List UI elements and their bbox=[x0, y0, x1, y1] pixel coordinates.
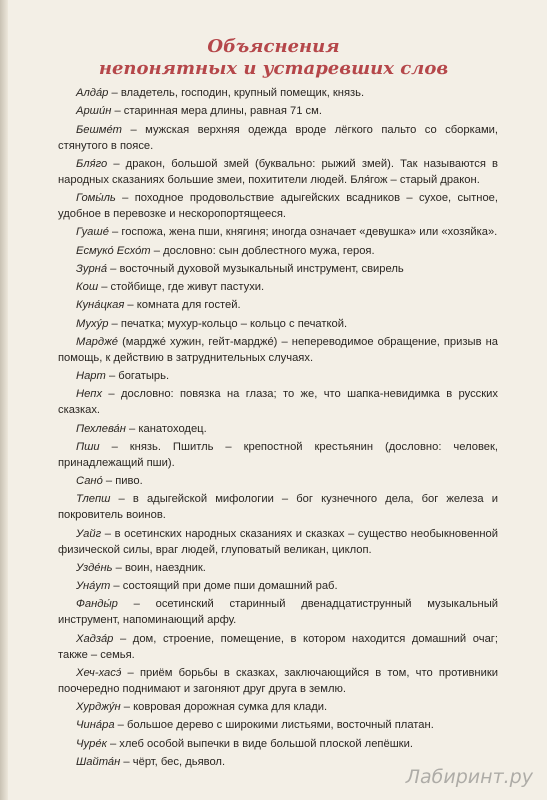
glossary-term: Арши́н bbox=[76, 105, 112, 118]
glossary-list bbox=[58, 86, 498, 773]
glossary-entry bbox=[58, 123, 498, 155]
glossary-term: Кош bbox=[76, 281, 99, 294]
glossary-entry bbox=[58, 369, 498, 385]
glossary-entry bbox=[58, 700, 498, 716]
glossary-entry bbox=[58, 440, 498, 472]
glossary-term: Тлепш bbox=[76, 493, 111, 506]
glossary-term: Хадза́р bbox=[76, 632, 114, 645]
glossary-term: Мухýр bbox=[76, 317, 109, 330]
glossary-term: Непх bbox=[76, 388, 103, 401]
glossary-definition: – приём борьбы в сказках, заключающийся в том, что противники поочередно поднимают и загоняют друг друга в землю. bbox=[58, 666, 498, 695]
glossary-definition: – дословно: повязка на глаза; то же, что шапка-невидимка в русских сказках. bbox=[58, 388, 498, 417]
glossary-definition: – старинная мера длины, равная 71 см. bbox=[111, 105, 322, 118]
glossary-definition: – походное продовольствие адыгейских всадников – сухое, сытное, удобное в перевозке и нескоропортящееся. bbox=[58, 192, 498, 220]
glossary-entry bbox=[58, 244, 498, 260]
glossary-term: Узде́нь bbox=[76, 561, 113, 574]
glossary-definition: – чёрт, бес, дьявол. bbox=[120, 755, 226, 768]
glossary-definition: – большое дерево с широкими листьями, восточный платан. bbox=[114, 719, 434, 732]
glossary-term: Фанды́р bbox=[76, 598, 118, 611]
glossary-entry bbox=[58, 104, 498, 120]
glossary-entry bbox=[58, 262, 498, 278]
glossary-entry bbox=[58, 527, 498, 559]
glossary-entry bbox=[58, 191, 498, 223]
glossary-entry bbox=[58, 157, 498, 189]
glossary-term: Бешме́т bbox=[76, 123, 123, 136]
glossary-definition: – восточный духовой музыкальный инструмент, свирель bbox=[107, 262, 404, 275]
glossary-term: Чуре́к bbox=[76, 737, 107, 750]
glossary-entry bbox=[58, 632, 498, 664]
glossary-definition: – дракон, большой змей (буквально: рыжий змей). Так называются в народных сказаниях большие змеи, похитители людей. Бля́гож – старый дракон. bbox=[58, 157, 498, 186]
glossary-entry bbox=[58, 579, 498, 595]
labirint-watermark: Лабиринт.ру bbox=[405, 766, 533, 788]
glossary-term: Нарт bbox=[76, 370, 106, 383]
glossary-entry bbox=[58, 666, 498, 698]
glossary-term: Гуаше́ bbox=[76, 226, 109, 239]
glossary-term: Куна́цкая bbox=[76, 299, 125, 312]
glossary-entry bbox=[58, 86, 498, 102]
glossary-entry bbox=[58, 422, 498, 438]
glossary-term: Алда́р bbox=[76, 87, 109, 99]
glossary-entry bbox=[58, 561, 498, 577]
glossary-term: Бля́го bbox=[76, 157, 108, 170]
glossary-term: Пехлева́н bbox=[76, 422, 126, 435]
glossary-definition: – князь. Пшитль – крепостной крестьянин (дословно: человек, принадлежащий пши). bbox=[58, 440, 498, 469]
glossary-entry bbox=[58, 492, 498, 524]
glossary-term: Пши bbox=[76, 440, 100, 453]
glossary-definition: – дом, строение, помещение, в котором находится домашний очаг; также – семья. bbox=[58, 632, 498, 661]
glossary-term: Чина́ра bbox=[76, 719, 115, 732]
glossary-term: Зурна́ bbox=[76, 262, 108, 275]
glossary-term: Марджé bbox=[76, 335, 118, 348]
glossary-definition: – канатоходец. bbox=[125, 422, 207, 435]
glossary-definition: – осетинский старинный двенадцатиструнный музыкальный инструмент, напоминающий арфу. bbox=[58, 598, 498, 627]
glossary-definition: – стойбище, где живут пастухи. bbox=[98, 281, 265, 294]
glossary-term: Уна́ут bbox=[76, 580, 111, 593]
glossary-term: Хурджýн bbox=[76, 701, 121, 714]
glossary-definition: – комната для гостей. bbox=[124, 299, 241, 312]
title-line-1: Объяснения bbox=[207, 36, 340, 57]
glossary-term: Хеч-хасэ́ bbox=[76, 666, 122, 679]
glossary-definition: – пиво. bbox=[102, 475, 143, 488]
glossary-term: Есмуко́ Есхо́т bbox=[76, 244, 151, 257]
glossary-definition: – владетель, господин, крупный помещик, князь. bbox=[108, 87, 365, 99]
glossary-entry bbox=[58, 387, 498, 419]
glossary-entry bbox=[58, 737, 498, 753]
glossary-definition: – ковровая дорожная сумка для клади. bbox=[120, 701, 328, 714]
glossary-definition: – состоящий при доме пши домашний раб. bbox=[110, 580, 338, 593]
title-line-2: непонятных и устаревших слов bbox=[98, 58, 449, 79]
glossary-definition: – хлеб особой выпечки в виде большой плоской лепёшки. bbox=[106, 737, 413, 750]
glossary-term: Сано́ bbox=[76, 475, 103, 488]
glossary-definition: – госпожа, жена пши, княгиня; иногда означает «девушка» или «хозяйка». bbox=[108, 226, 498, 239]
glossary-entry bbox=[58, 474, 498, 490]
glossary-definition: – печатка; мухур-кольцо – кольцо с печаткой. bbox=[108, 317, 348, 330]
glossary-definition: – в адыгейской мифологии – бог кузнечного дела, бог железа и покровитель воинов. bbox=[58, 493, 498, 522]
page-edge bbox=[0, 0, 8, 800]
glossary-definition: – в осетинских народных сказаниях и сказках – существо необыкновенной физической силы, враг людей, глуповатый великан, циклоп. bbox=[58, 527, 498, 556]
glossary-term: Уайг bbox=[76, 527, 102, 540]
glossary-entry bbox=[58, 597, 498, 629]
glossary-definition: – мужская верхняя одежда вроде лёгкого пальто со сборками, стянутого в поясе. bbox=[58, 123, 498, 152]
glossary-entry bbox=[58, 225, 498, 241]
glossary-term: Шайта́н bbox=[76, 755, 121, 768]
page-title bbox=[0, 36, 547, 80]
glossary-entry bbox=[58, 335, 498, 367]
glossary-entry bbox=[58, 280, 498, 296]
glossary-entry bbox=[58, 317, 498, 333]
glossary-definition: – дословно: сын доблестного мужа, героя. bbox=[150, 244, 375, 257]
glossary-entry bbox=[58, 298, 498, 314]
glossary-definition: (марджé хужин, гейт-марджé) – непереводимое обращение, призыв на помощь, к действию в затруднительных случаях. bbox=[58, 335, 498, 364]
glossary-definition: – богатырь. bbox=[105, 370, 170, 383]
glossary-definition: – воин, наездник. bbox=[112, 561, 206, 574]
glossary-term: Гомы́ль bbox=[76, 192, 116, 204]
glossary-entry bbox=[58, 718, 498, 734]
